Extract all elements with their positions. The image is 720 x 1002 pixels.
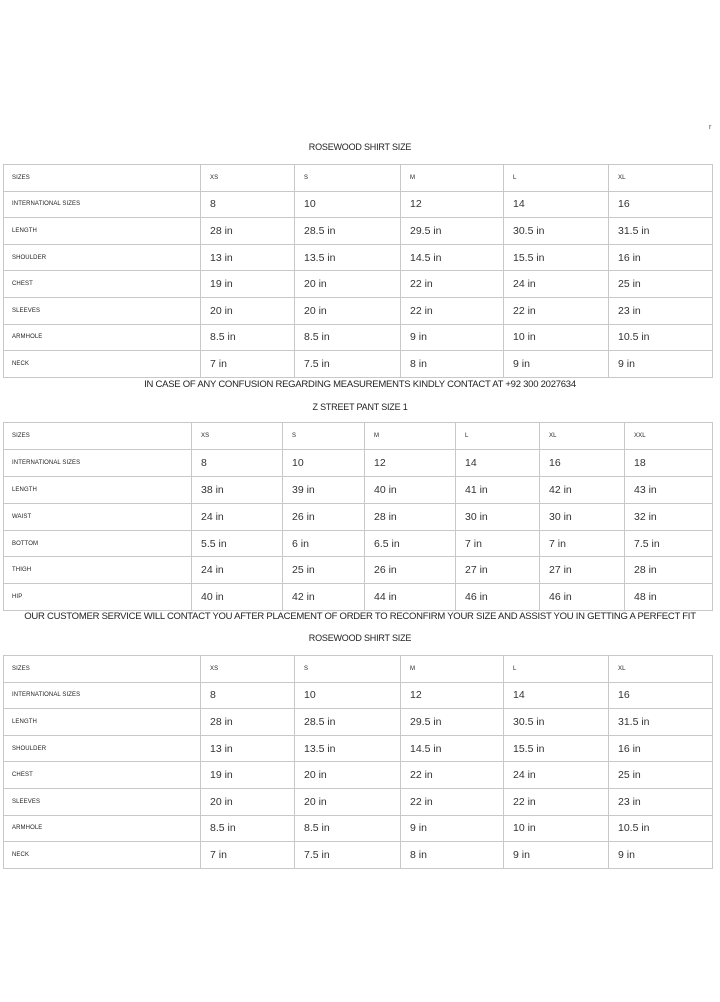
table-cell: 14.5 in (401, 735, 504, 762)
row-label-cell: NECK (4, 842, 201, 869)
row-label-cell: LENGTH (4, 476, 192, 503)
table-cell: 16 in (609, 244, 713, 271)
row-label-cell: BOTTOM (4, 530, 192, 557)
table-cell: 13.5 in (295, 735, 401, 762)
table-cell: 16 (609, 191, 713, 218)
table-cell: 5.5 in (192, 530, 283, 557)
customer-service-note: OUR CUSTOMER SERVICE WILL CONTACT YOU AFTER PLACEMENT OF ORDER TO RECONFIRM YOUR SIZE AND ASSIST YOU IN GETTING A PERFECT FIT (24, 611, 696, 622)
table-cell: 10 (295, 191, 401, 218)
table-cell: 7.5 in (295, 351, 401, 378)
table-row (4, 191, 713, 218)
table-cell: 30 in (456, 503, 540, 530)
table-cell: 16 (609, 682, 713, 709)
table-cell: 14 (504, 191, 609, 218)
table-cell: 20 in (201, 788, 295, 815)
table-row (4, 449, 713, 476)
table-cell: 25 in (283, 557, 365, 584)
table-cell: 46 in (456, 584, 540, 611)
table-cell: 22 in (401, 788, 504, 815)
table-cell: 16 in (609, 735, 713, 762)
table-cell: 27 in (456, 557, 540, 584)
table-cell: 10.5 in (609, 815, 713, 842)
table-cell: 12 (401, 191, 504, 218)
table-cell: 28.5 in (295, 218, 401, 245)
table-cell: 13 in (201, 735, 295, 762)
table-cell: 8 in (401, 842, 504, 869)
table-row (4, 735, 713, 762)
table-cell: 8.5 in (201, 324, 295, 351)
rosewood-shirt-size-table (3, 164, 713, 378)
table-cell: 46 in (540, 584, 625, 611)
table-body (4, 423, 713, 611)
corner-mark: r (709, 124, 712, 131)
table-cell: 40 in (192, 584, 283, 611)
table-cell: 12 (365, 449, 456, 476)
row-label-cell: CHEST (4, 762, 201, 789)
z-street-pant-size-table (3, 422, 713, 611)
table-row (4, 842, 713, 869)
table-header-cell: XL (540, 423, 625, 450)
table-header-cell: S (295, 656, 401, 683)
table-header-cell: XL (609, 656, 713, 683)
row-label-cell: INTERNATIONAL SIZES (4, 449, 192, 476)
table-cell: 14 (504, 682, 609, 709)
table-cell: 30.5 in (504, 218, 609, 245)
row-label-cell: INTERNATIONAL SIZES (4, 682, 201, 709)
table-cell: 28 in (625, 557, 713, 584)
table-cell: 9 in (609, 351, 713, 378)
row-label-cell: HIP (4, 584, 192, 611)
table-cell: 8 (201, 682, 295, 709)
table-cell: 40 in (365, 476, 456, 503)
table-header-cell: SIZES (4, 656, 201, 683)
table-cell: 28 in (201, 218, 295, 245)
table-cell: 10.5 in (609, 324, 713, 351)
table-row (4, 682, 713, 709)
table-cell: 24 in (504, 271, 609, 298)
table-row (4, 244, 713, 271)
table-cell: 12 (401, 682, 504, 709)
table-cell: 15.5 in (504, 735, 609, 762)
table-row (4, 476, 713, 503)
table-cell: 14 (456, 449, 540, 476)
table-row (4, 351, 713, 378)
row-label-cell: SLEEVES (4, 788, 201, 815)
table-cell: 28 in (365, 503, 456, 530)
table-cell: 39 in (283, 476, 365, 503)
row-label-cell: INTERNATIONAL SIZES (4, 191, 201, 218)
table-header-cell: XS (201, 165, 295, 192)
table-cell: 19 in (201, 271, 295, 298)
table-row (4, 530, 713, 557)
table-cell: 29.5 in (401, 218, 504, 245)
table-cell: 7 in (540, 530, 625, 557)
row-label-cell: LENGTH (4, 218, 201, 245)
table-cell: 27 in (540, 557, 625, 584)
row-label-cell: ARMHOLE (4, 815, 201, 842)
table-cell: 25 in (609, 271, 713, 298)
table-cell: 22 in (401, 297, 504, 324)
table-cell: 20 in (295, 788, 401, 815)
table-cell: 23 in (609, 788, 713, 815)
table-cell: 19 in (201, 762, 295, 789)
rosewood-shirt-size-table-repeat (3, 655, 713, 869)
table-cell: 42 in (283, 584, 365, 611)
table-cell: 30.5 in (504, 709, 609, 736)
table-cell: 8 (192, 449, 283, 476)
table-cell: 22 in (504, 788, 609, 815)
table-cell: 8.5 in (295, 324, 401, 351)
table-row (4, 788, 713, 815)
table-row (4, 271, 713, 298)
table-cell: 13 in (201, 244, 295, 271)
table-cell: 30 in (540, 503, 625, 530)
table-title-rosewood-shirt-repeat: ROSEWOOD SHIRT SIZE (308, 633, 412, 643)
table-cell: 7 in (201, 351, 295, 378)
table-cell: 8 (201, 191, 295, 218)
table-cell: 10 in (504, 324, 609, 351)
table-cell: 22 in (401, 271, 504, 298)
table-row (4, 218, 713, 245)
table-cell: 32 in (625, 503, 713, 530)
table-cell: 10 (283, 449, 365, 476)
table-cell: 8 in (401, 351, 504, 378)
table-cell: 6 in (283, 530, 365, 557)
table-cell: 20 in (201, 297, 295, 324)
table-cell: 16 (540, 449, 625, 476)
table-header-cell: M (365, 423, 456, 450)
table-cell: 7.5 in (625, 530, 713, 557)
table-header-cell: XS (201, 656, 295, 683)
table-cell: 25 in (609, 762, 713, 789)
table-cell: 23 in (609, 297, 713, 324)
table-cell: 38 in (192, 476, 283, 503)
table-row (4, 324, 713, 351)
table-header-row (4, 165, 713, 192)
table-cell: 41 in (456, 476, 540, 503)
table-header-cell: SIZES (4, 423, 192, 450)
row-label-cell: SHOULDER (4, 735, 201, 762)
table-header-cell: L (456, 423, 540, 450)
table-cell: 43 in (625, 476, 713, 503)
row-label-cell: CHEST (4, 271, 201, 298)
table-cell: 8.5 in (295, 815, 401, 842)
row-label-cell: THIGH (4, 557, 192, 584)
row-label-cell: ARMHOLE (4, 324, 201, 351)
contact-note: IN CASE OF ANY CONFUSION REGARDING MEASUREMENTS KINDLY CONTACT AT +92 300 2027634 (144, 379, 576, 390)
table-row (4, 709, 713, 736)
table-cell: 7.5 in (295, 842, 401, 869)
table-cell: 48 in (625, 584, 713, 611)
table-title-z-street-pant: Z STREET PANT SIZE 1 (312, 402, 408, 412)
table-cell: 24 in (192, 503, 283, 530)
table-cell: 22 in (401, 762, 504, 789)
table-cell: 26 in (365, 557, 456, 584)
table-cell: 8.5 in (201, 815, 295, 842)
table-cell: 20 in (295, 271, 401, 298)
table-cell: 24 in (504, 762, 609, 789)
table-body (4, 656, 713, 869)
table-cell: 28 in (201, 709, 295, 736)
table-cell: 7 in (456, 530, 540, 557)
table-cell: 10 in (504, 815, 609, 842)
row-label-cell: SHOULDER (4, 244, 201, 271)
table-cell: 22 in (504, 297, 609, 324)
table-header-cell: L (504, 165, 609, 192)
table-cell: 24 in (192, 557, 283, 584)
table-cell: 9 in (401, 324, 504, 351)
table-header-cell: L (504, 656, 609, 683)
table-cell: 15.5 in (504, 244, 609, 271)
table-cell: 10 (295, 682, 401, 709)
table-cell: 7 in (201, 842, 295, 869)
table-cell: 6.5 in (365, 530, 456, 557)
row-label-cell: LENGTH (4, 709, 201, 736)
table-cell: 42 in (540, 476, 625, 503)
table-header-cell: S (283, 423, 365, 450)
table-cell: 18 (625, 449, 713, 476)
table-cell: 9 in (504, 351, 609, 378)
row-label-cell: WAIST (4, 503, 192, 530)
table-header-cell: S (295, 165, 401, 192)
table-header-cell: SIZES (4, 165, 201, 192)
table-title-rosewood-shirt: ROSEWOOD SHIRT SIZE (308, 142, 412, 152)
table-body (4, 165, 713, 378)
table-header-row (4, 656, 713, 683)
table-row (4, 584, 713, 611)
table-row (4, 815, 713, 842)
table-cell: 31.5 in (609, 709, 713, 736)
table-cell: 14.5 in (401, 244, 504, 271)
table-cell: 20 in (295, 297, 401, 324)
row-label-cell: SLEEVES (4, 297, 201, 324)
table-row (4, 762, 713, 789)
table-cell: 31.5 in (609, 218, 713, 245)
row-label-cell: NECK (4, 351, 201, 378)
table-cell: 44 in (365, 584, 456, 611)
table-header-cell: XXL (625, 423, 713, 450)
table-cell: 26 in (283, 503, 365, 530)
table-cell: 20 in (295, 762, 401, 789)
table-header-row (4, 423, 713, 450)
table-row (4, 297, 713, 324)
table-row (4, 503, 713, 530)
table-header-cell: XS (192, 423, 283, 450)
table-header-cell: XL (609, 165, 713, 192)
table-row (4, 557, 713, 584)
table-cell: 9 in (401, 815, 504, 842)
table-header-cell: M (401, 165, 504, 192)
table-cell: 29.5 in (401, 709, 504, 736)
table-cell: 9 in (609, 842, 713, 869)
table-cell: 28.5 in (295, 709, 401, 736)
table-cell: 9 in (504, 842, 609, 869)
table-cell: 13.5 in (295, 244, 401, 271)
table-header-cell: M (401, 656, 504, 683)
